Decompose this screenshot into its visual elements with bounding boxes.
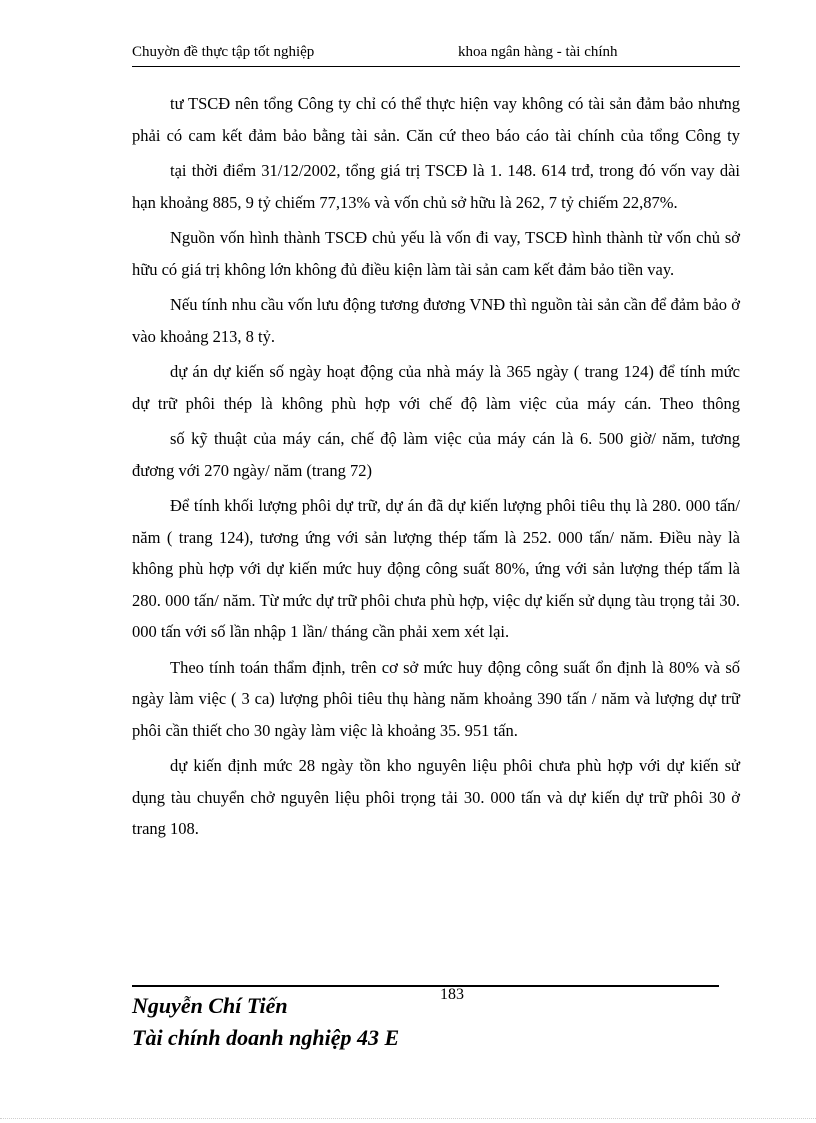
- page-header: [132, 40, 740, 67]
- author-block: [132, 990, 399, 1054]
- author-class: Tài chính doanh nghiệp 43 E: [132, 1025, 400, 1050]
- paragraph: Theo tính toán thẩm định, trên cơ sở mức huy động công suất ổn định là 80% và số ngày làm việc ( 3 ca) lượng phôi tiêu thụ hàng năm khoảng 390 tấn / năm và lượng dự trữ phôi cần thiết cho 30 ngày làm việc là khoảng 35. 951 tấn.: [132, 657, 740, 740]
- page-edge-divider: [0, 1118, 816, 1119]
- paragraph: Nếu tính nhu cầu vốn lưu động tương đương VNĐ thì nguồn tài sản cần để đảm bảo ở vào khoảng 213, 8 tỷ.: [132, 295, 740, 346]
- paragraph: Nguồn vốn hình thành TSCĐ chủ yếu là vốn đi vay, TSCĐ hình thành từ vốn chủ sở hữu có giá trị không lớn không đủ điều kiện làm tài sản cam kết đảm bảo tiền vay.: [132, 228, 740, 279]
- author-name: Nguyễn Chí Tiến: [132, 993, 288, 1018]
- header-faculty: khoa ngân hàng - tài chính: [458, 44, 618, 60]
- header-thesis-title: Chuyờn đề thực tập tốt nghiệp: [132, 44, 315, 60]
- paragraph: dự kiến định mức 28 ngày tồn kho nguyên liệu phôi chưa phù hợp với dự kiến sử dụng tàu chuyển chở nguyên liệu phôi trọng tải 30. 000 tấn và dự kiến dự trữ phôi 30 ở trang 108.: [132, 756, 740, 838]
- paragraph: số kỹ thuật của máy cán, chế độ làm việc của máy cán là 6. 500 giờ/ năm, tương đương với 270 ngày/ năm (trang 72): [132, 429, 740, 480]
- document-body: [132, 88, 740, 849]
- paragraph: tư TSCĐ nên tổng Công ty chỉ có thể thực hiện vay không có tài sản đảm bảo nhưng phải có cam kết đảm bảo bằng tài sản. Căn cứ theo báo cáo tài chính của tổng Công ty: [132, 94, 740, 145]
- paragraph: Để tính khối lượng phôi dự trữ, dự án đã dự kiến lượng phôi tiêu thụ là 280. 000 tấn/ năm ( trang 124), tương ứng với sản lượng thép tấm là 252. 000 tấn/ năm. Điều này là không phù hợp với dự kiến mức huy động công suất 80%, ứng với sản lượng thép tấm là 280. 000 tấn/ năm. Từ mức dự trữ phôi chưa phù hợp, việc dự kiến sử dụng tàu trọng tải 30. 000 tấn với số lần nhập 1 lần/ tháng cần phải xem xét lại.: [132, 496, 740, 641]
- paragraph: dự án dự kiến số ngày hoạt động của nhà máy là 365 ngày ( trang 124) để tính mức dự trữ phôi thép là không phù hợp với chế độ làm việc của máy cán. Theo thông: [132, 362, 740, 413]
- paragraph: tại thời điểm 31/12/2002, tổng giá trị TSCĐ là 1. 148. 614 trđ, trong đó vốn vay dài hạn khoảng 885, 9 tỷ chiếm 77,13% và vốn chủ sở hữu là 262, 7 tỷ chiếm 22,87%.: [132, 161, 740, 212]
- page-number: 183: [440, 986, 464, 1003]
- footer-divider: [132, 985, 719, 987]
